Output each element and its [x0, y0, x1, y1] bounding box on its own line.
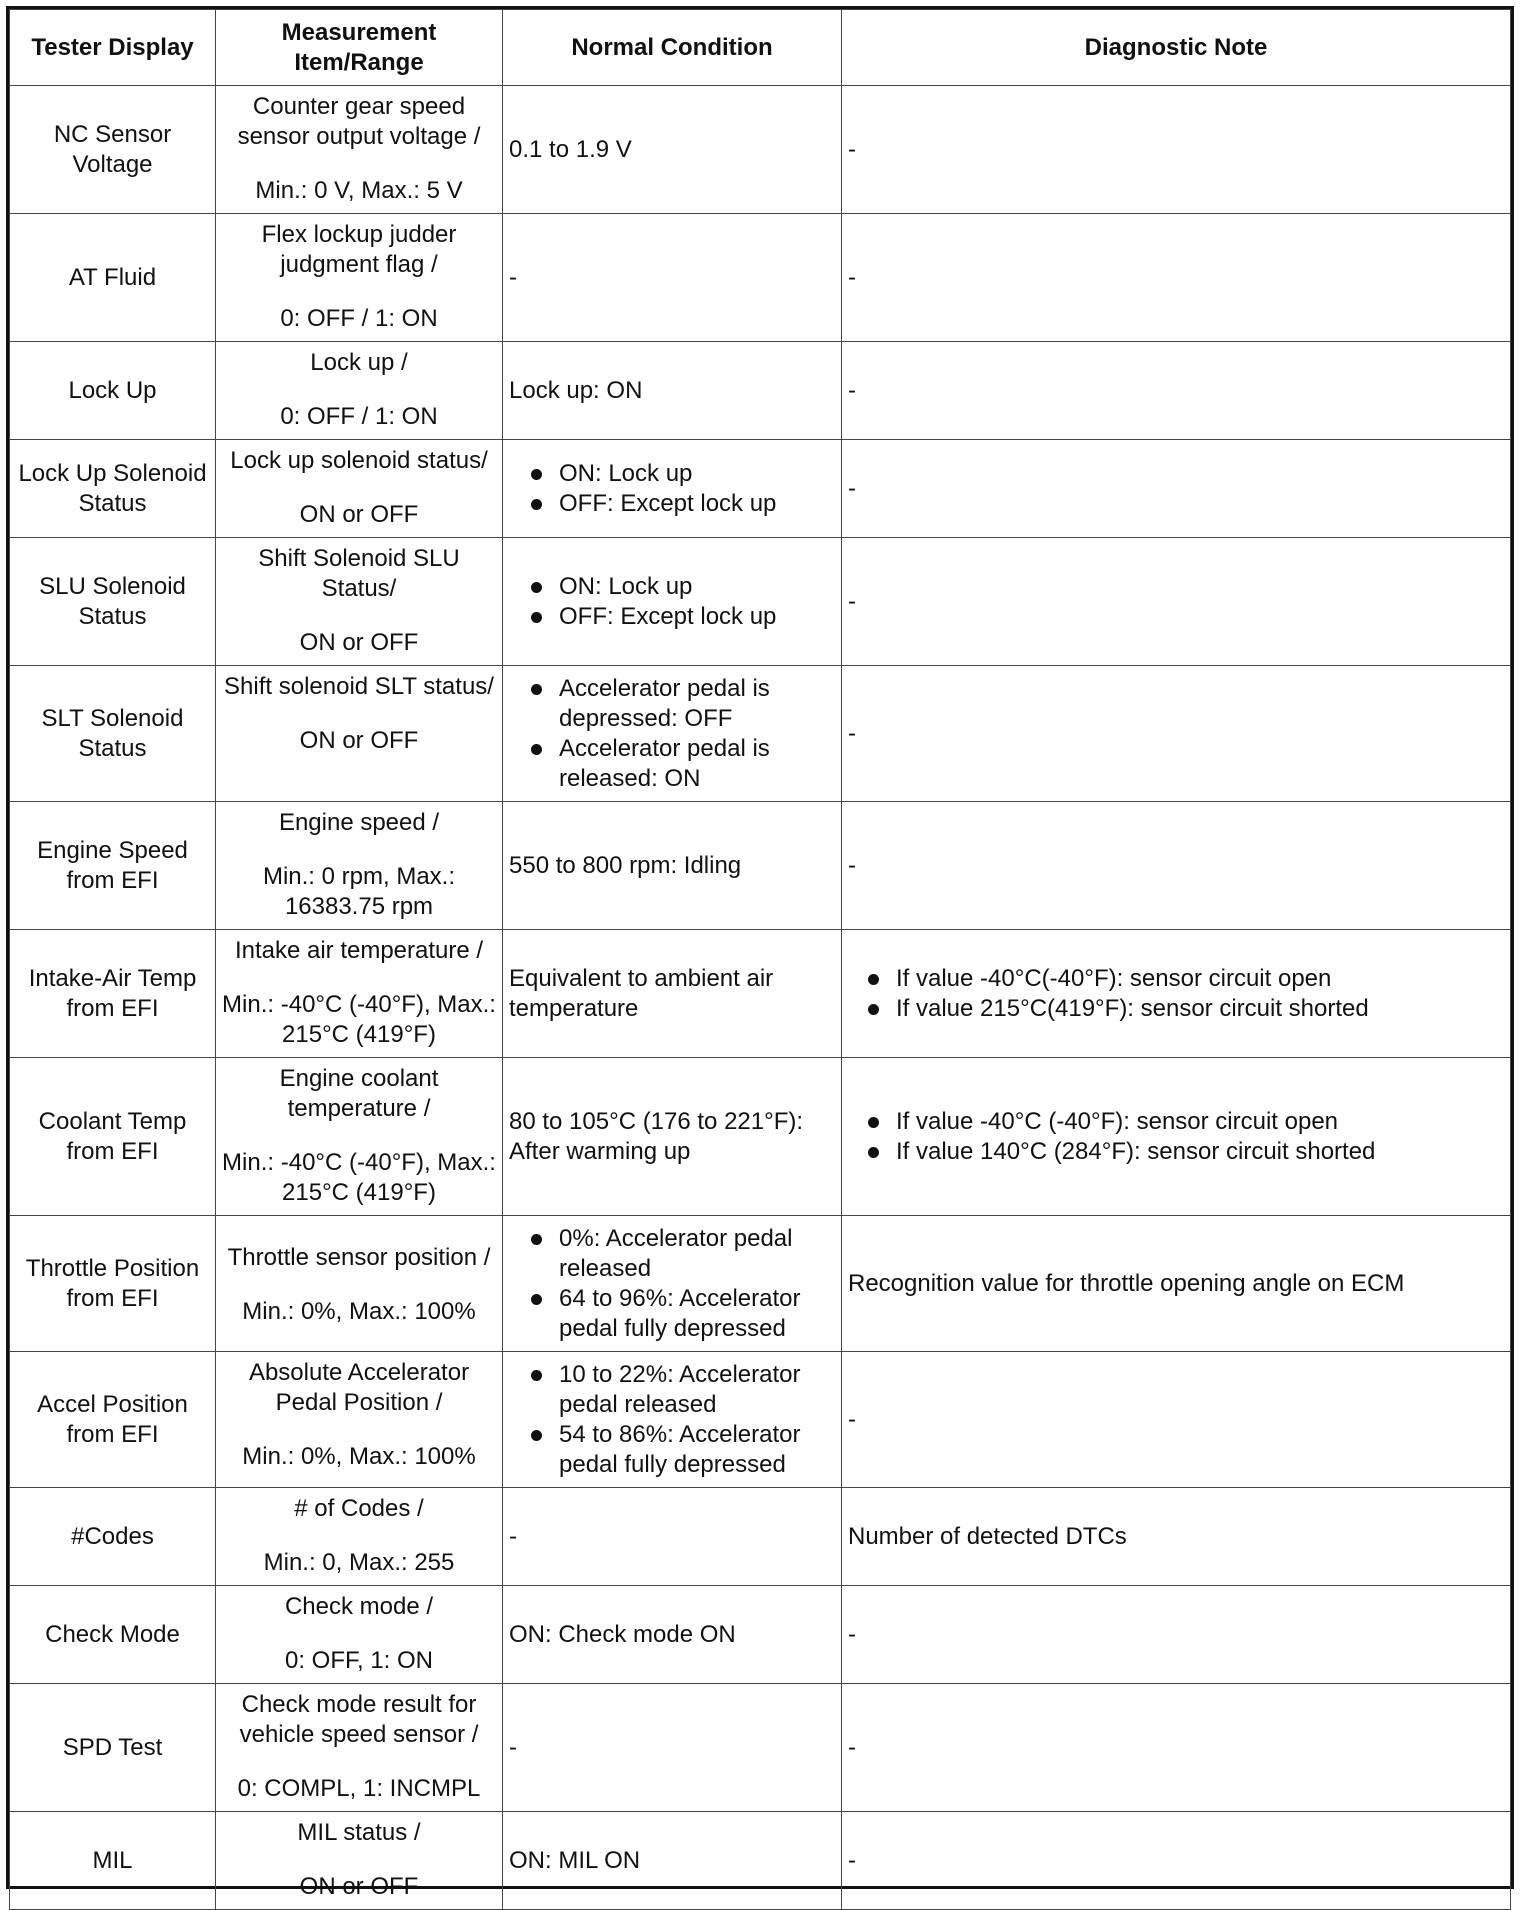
table-row [10, 1216, 1511, 1352]
list-item: If value -40°C(-40°F): sensor circuit open [864, 964, 1504, 994]
measurement-item: Flex lockup judder judgment flag / [261, 221, 457, 278]
measurement-cell [216, 538, 503, 666]
list-item: ON: Lock up [527, 459, 835, 489]
normal-condition-cell: ON: MIL ON [503, 1812, 842, 1910]
normal-condition-cell: 80 to 105°C (176 to 221°F): After warming up [503, 1058, 842, 1216]
table-row [10, 1352, 1511, 1488]
diagnostic-note-cell: - [842, 1684, 1511, 1812]
diagnostic-note-cell: - [842, 1352, 1511, 1488]
table-row [10, 1812, 1511, 1910]
diagnostic-note-cell: - [842, 538, 1511, 666]
diagnostic-note-cell: Number of detected DTCs [842, 1488, 1511, 1586]
table-row [10, 214, 1511, 342]
measurement-cell [216, 1812, 503, 1910]
table-row [10, 1684, 1511, 1812]
normal-condition-cell: ON: Check mode ON [503, 1586, 842, 1684]
diagnostic-note-cell: - [842, 342, 1511, 440]
measurement-item: Throttle sensor position / [227, 1243, 491, 1271]
header-measurement: Measurement Item/Range [216, 10, 503, 86]
normal-condition-cell: - [503, 1684, 842, 1812]
normal-condition-cell [503, 666, 842, 802]
normal-condition-list [509, 674, 835, 794]
table-row [10, 86, 1511, 214]
list-item: 64 to 96%: Accelerator pedal fully depressed [527, 1284, 835, 1344]
measurement-range: ON or OFF [299, 1873, 419, 1900]
normal-condition-cell [503, 1352, 842, 1488]
measurement-cell [216, 86, 503, 214]
normal-condition-cell: 550 to 800 rpm: Idling [503, 802, 842, 930]
table-row [10, 538, 1511, 666]
measurement-range: 0: OFF / 1: ON [280, 403, 438, 430]
measurement-item: Engine speed / [278, 809, 440, 836]
data-list-table [9, 9, 1511, 1910]
list-item: OFF: Except lock up [527, 602, 835, 632]
measurement-cell [216, 342, 503, 440]
normal-condition-list [509, 1360, 835, 1480]
list-item: Accelerator pedal is released: ON [527, 734, 835, 794]
normal-condition-cell [503, 538, 842, 666]
measurement-item: Check mode result for vehicle speed sensor / [239, 1691, 479, 1748]
normal-condition-cell [503, 1216, 842, 1352]
normal-condition-list [509, 1224, 835, 1344]
measurement-item: Counter gear speed sensor output voltage / [237, 93, 481, 150]
measurement-cell [216, 666, 503, 802]
list-item: Accelerator pedal is depressed: OFF [527, 674, 835, 734]
measurement-range: 0: COMPL, 1: INCMPL [237, 1775, 481, 1802]
header-normal-condition: Normal Condition [503, 10, 842, 86]
header-tester-display: Tester Display [10, 10, 216, 86]
table-row [10, 1586, 1511, 1684]
tester-display-cell: SLU Solenoid Status [10, 538, 216, 666]
normal-condition-cell: 0.1 to 1.9 V [503, 86, 842, 214]
measurement-cell [216, 440, 503, 538]
measurement-item: Lock up solenoid status/ [230, 447, 488, 474]
header-row [10, 10, 1511, 86]
list-item: If value 215°C(419°F): sensor circuit shorted [864, 994, 1504, 1024]
diagnostic-note-cell: - [842, 214, 1511, 342]
tester-display-cell: #Codes [10, 1488, 216, 1586]
measurement-range: Min.: 0%, Max.: 100% [242, 1443, 476, 1470]
measurement-cell [216, 214, 503, 342]
normal-condition-cell: - [503, 1488, 842, 1586]
measurement-range: ON or OFF [299, 501, 419, 528]
measurement-cell [216, 1684, 503, 1812]
measurement-range: Min.: 0, Max.: 255 [263, 1549, 455, 1576]
normal-condition-cell: - [503, 214, 842, 342]
tester-display-cell: Throttle Position from EFI [10, 1216, 216, 1352]
table-row [10, 342, 1511, 440]
tester-display-cell: Lock Up Solenoid Status [10, 440, 216, 538]
list-item: OFF: Except lock up [527, 489, 835, 519]
tester-display-cell: Intake-Air Temp from EFI [10, 930, 216, 1058]
measurement-range: ON or OFF [299, 629, 419, 656]
measurement-range: Min.: 0%, Max.: 100% [242, 1297, 476, 1325]
data-list-sheet [6, 6, 1514, 1900]
table-row [10, 1058, 1511, 1216]
table-row [10, 930, 1511, 1058]
measurement-item: Intake air temperature / [234, 937, 484, 964]
list-item: 10 to 22%: Accelerator pedal released [527, 1360, 835, 1420]
table-row [10, 666, 1511, 802]
tester-display-cell: Coolant Temp from EFI [10, 1058, 216, 1216]
measurement-range: 0: OFF / 1: ON [280, 305, 438, 332]
table-row [10, 440, 1511, 538]
table-row [10, 1488, 1511, 1586]
diagnostic-note-cell: - [842, 666, 1511, 802]
header-diagnostic-note: Diagnostic Note [842, 10, 1511, 86]
measurement-range: Min.: 0 rpm, Max.: 16383.75 rpm [262, 863, 456, 920]
measurement-item: Shift solenoid SLT status/ [224, 673, 494, 700]
list-item: 0%: Accelerator pedal released [527, 1224, 835, 1284]
measurement-cell [216, 1488, 503, 1586]
table-row [10, 802, 1511, 930]
tester-display-cell: NC Sensor Voltage [10, 86, 216, 214]
tester-display-cell: MIL [10, 1812, 216, 1910]
list-item: If value -40°C (-40°F): sensor circuit open [864, 1107, 1504, 1137]
measurement-cell [216, 802, 503, 930]
diagnostic-note-cell: - [842, 802, 1511, 930]
diagnostic-note-cell: - [842, 86, 1511, 214]
diagnostic-note-cell: Recognition value for throttle opening angle on ECM [842, 1216, 1511, 1352]
tester-display-cell: SPD Test [10, 1684, 216, 1812]
measurement-cell [216, 930, 503, 1058]
list-item: If value 140°C (284°F): sensor circuit shorted [864, 1137, 1504, 1167]
normal-condition-cell: Equivalent to ambient air temperature [503, 930, 842, 1058]
measurement-item: Absolute Accelerator Pedal Position / [248, 1359, 470, 1416]
diagnostic-note-cell: - [842, 1586, 1511, 1684]
measurement-range: ON or OFF [299, 727, 419, 754]
measurement-item: Engine coolant temperature / [279, 1065, 439, 1122]
tester-display-cell: Engine Speed from EFI [10, 802, 216, 930]
tester-display-cell: Check Mode [10, 1586, 216, 1684]
tester-display-cell: Accel Position from EFI [10, 1352, 216, 1488]
diagnostic-note-cell: - [842, 1812, 1511, 1910]
measurement-cell [216, 1352, 503, 1488]
diagnostic-note-cell [842, 1058, 1511, 1216]
tester-display-cell: SLT Solenoid Status [10, 666, 216, 802]
measurement-range: Min.: 0 V, Max.: 5 V [255, 177, 463, 204]
measurement-range: Min.: -40°C (-40°F), Max.: 215°C (419°F) [222, 1149, 496, 1206]
tester-display-cell: AT Fluid [10, 214, 216, 342]
normal-condition-cell: Lock up: ON [503, 342, 842, 440]
measurement-range: 0: OFF, 1: ON [284, 1647, 434, 1674]
measurement-range: Min.: -40°C (-40°F), Max.: 215°C (419°F) [222, 991, 496, 1048]
diagnostic-note-cell [842, 930, 1511, 1058]
list-item: ON: Lock up [527, 572, 835, 602]
measurement-item: # of Codes / [294, 1495, 424, 1522]
list-item: 54 to 86%: Accelerator pedal fully depressed [527, 1420, 835, 1480]
normal-condition-cell [503, 440, 842, 538]
measurement-item: Lock up / [310, 349, 408, 376]
measurement-item: MIL status / [297, 1819, 421, 1846]
diagnostic-note-cell: - [842, 440, 1511, 538]
measurement-item: Check mode / [284, 1593, 434, 1620]
diagnostic-note-list [848, 1107, 1504, 1167]
measurement-cell [216, 1216, 503, 1352]
normal-condition-list [509, 459, 835, 519]
diagnostic-note-list [848, 964, 1504, 1024]
measurement-item: Shift Solenoid SLU Status/ [258, 545, 460, 602]
normal-condition-list [509, 572, 835, 632]
tester-display-cell: Lock Up [10, 342, 216, 440]
measurement-cell [216, 1058, 503, 1216]
measurement-cell [216, 1586, 503, 1684]
